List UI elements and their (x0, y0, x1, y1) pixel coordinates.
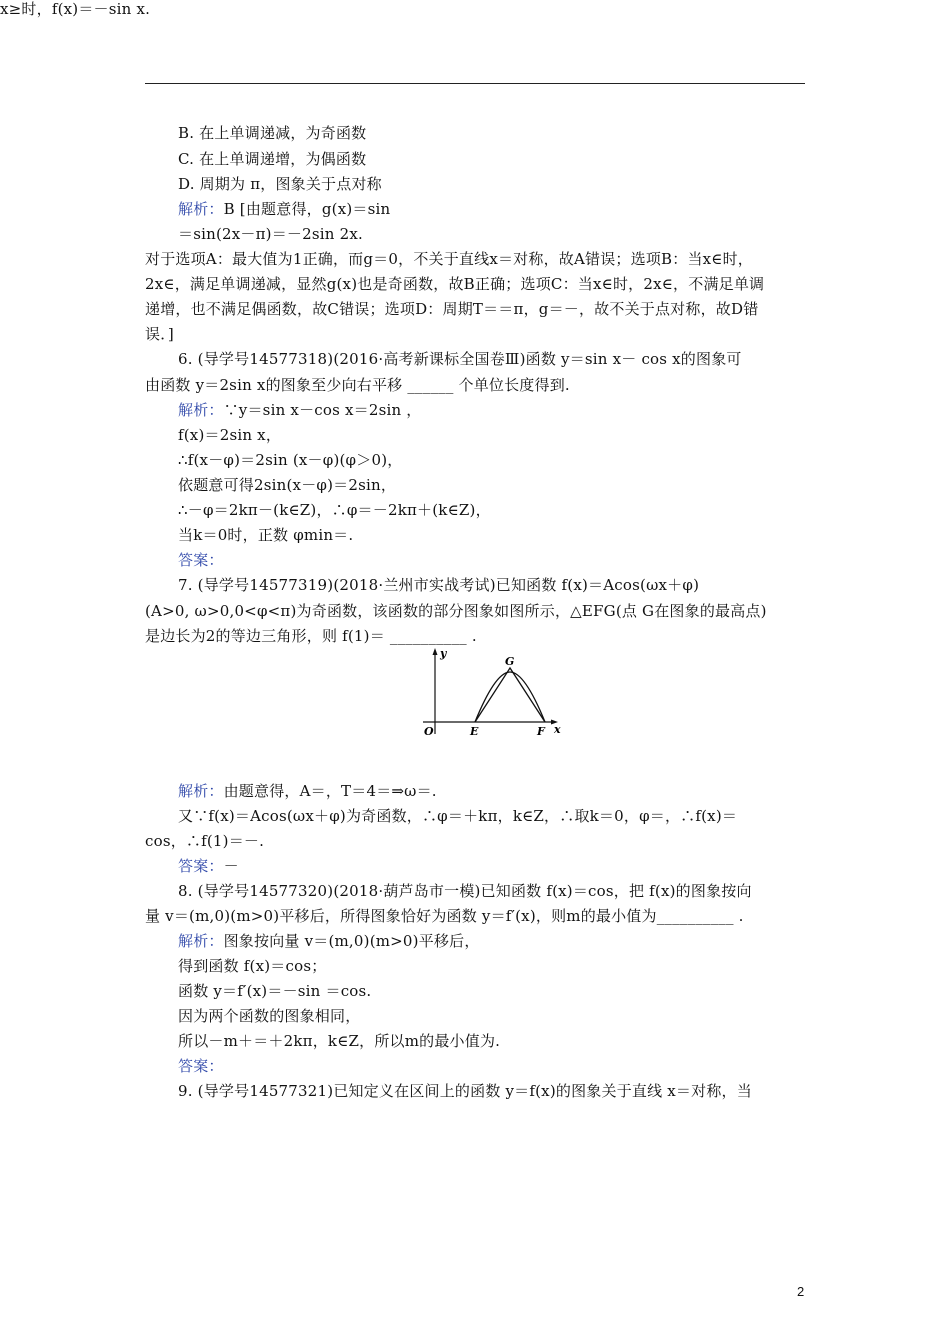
text-line (0, 0, 150, 18)
text-span: 对于选项A：最大值为1正确，而g＝0，不关于直线x＝对称，故A错误；选项B：当x∈时， (145, 250, 754, 268)
point-g-label: G (505, 655, 515, 668)
label-span: 解析： (178, 932, 224, 950)
text-span: 得到函数 f(x)＝cos； (178, 957, 327, 975)
header-rule (145, 83, 805, 84)
text-line (178, 882, 752, 900)
text-span: 依题意可得2sin(x－φ)＝2sin， (178, 476, 397, 494)
label-span: 解析： (178, 401, 224, 419)
text-line (178, 807, 737, 825)
text-line (178, 1007, 360, 1025)
y-label: y (440, 647, 447, 660)
y-axis-arrow (433, 648, 438, 655)
text-line (178, 526, 353, 544)
page-number: 2 (797, 1284, 805, 1299)
text-line (145, 627, 477, 645)
text-line (145, 300, 758, 318)
text-span: D. 周期为 π，图象关于点对称 (178, 175, 382, 193)
text-span: ∴－φ＝2kπ－(k∈Z)，∴φ＝－2kπ＋(k∈Z)， (178, 501, 491, 519)
text-line (178, 982, 371, 1000)
text-line (178, 150, 366, 168)
text-span: 是边长为2的等边三角形，则 f(1)＝ __________ . (145, 627, 477, 645)
text-line (145, 907, 744, 925)
text-span: ∴f(x－φ)＝2sin (x－φ)(φ＞0)， (178, 451, 403, 469)
text-line (178, 451, 402, 469)
text-line (178, 501, 491, 519)
text-span: 当k＝0时，正数 φmin＝. (178, 526, 354, 544)
text-span: 所以－m＋＝＋2kπ，k∈Z，所以m的最小值为. (178, 1032, 501, 1050)
text-span: 又∵f(x)＝Acos(ωx＋φ)为奇函数，∴φ＝＋kπ，k∈Z，∴取k＝0，φ＝，∴f(x)＝ (178, 807, 738, 825)
text-line (178, 782, 437, 800)
text-span: cos，∴f(1)＝－. (145, 832, 265, 850)
text-span: 由题意得，A＝，T＝4＝⇒ω＝. (223, 782, 437, 800)
text-span: B [由题意得，g(x)＝sin (223, 200, 391, 218)
text-line (178, 200, 390, 218)
text-line (178, 426, 281, 444)
text-span: 6. (导学号14577318)(2016·高考新课标全国卷Ⅲ)函数 y＝sin x－ cos x的图象可 (178, 350, 742, 368)
text-span: 9. (导学号14577321)已知定义在区间上的函数 y＝f(x)的图象关于直线 x＝对称，当 (178, 1082, 752, 1100)
text-span: 量 v＝(m,0)(m>0)平移后，所得图象恰好为函数 y＝f′(x)，则m的最小值为__________ . (145, 907, 744, 925)
text-line (178, 175, 382, 193)
triangle-efg (475, 668, 545, 722)
text-span: － (223, 857, 239, 875)
text-line (145, 832, 264, 850)
point-e-label: E (470, 725, 479, 738)
text-line (178, 401, 422, 419)
text-span: C. 在上单调递增，为偶函数 (178, 150, 367, 168)
label-span: 解析： (178, 782, 224, 800)
text-span: 递增，也不满足偶函数，故C错误；选项D：周期T＝＝π，g＝－，故不关于点对称，故D错 (145, 300, 759, 318)
text-line (178, 225, 363, 243)
text-span: 因为两个函数的图象相同， (178, 1007, 361, 1025)
text-line (178, 957, 326, 975)
text-span: 误．] (145, 325, 174, 343)
function-graph-figure (418, 646, 568, 738)
text-span: x≥时，f(x)＝－sin x. (0, 0, 151, 18)
text-line (178, 1082, 752, 1100)
text-line (178, 551, 224, 569)
x-label: x (554, 723, 561, 736)
text-line (145, 376, 570, 394)
text-line (178, 124, 366, 142)
text-span: B. 在上单调递减，为奇函数 (178, 124, 367, 142)
text-line (178, 857, 239, 875)
text-span: 由函数 y＝2sin x的图象至少向右平移 ______ 个单位长度得到. (145, 376, 570, 394)
text-span: ∵y＝sin x－cos x＝2sin ， (223, 401, 422, 419)
text-line (178, 932, 480, 950)
function-curve (475, 672, 545, 722)
label-span: 答案： (178, 1057, 224, 1075)
label-span: 答案： (178, 857, 224, 875)
text-line (145, 325, 174, 343)
origin-label: O (424, 725, 434, 738)
text-line (178, 576, 699, 594)
text-line (178, 1057, 224, 1075)
text-span: f(x)＝2sin x， (178, 426, 282, 444)
text-span: 函数 y＝f′(x)＝－sin ＝cos. (178, 982, 372, 1000)
text-line (178, 1032, 500, 1050)
text-span: 图象按向量 v＝(m,0)(m>0)平移后， (223, 932, 480, 950)
label-span: 解析： (178, 200, 224, 218)
label-span: 答案： (178, 551, 224, 569)
text-span: ＝sin(2x－π)＝－2sin 2x. (178, 225, 363, 243)
text-span: 8. (导学号14577320)(2018·葫芦岛市一模)已知函数 f(x)＝cos，把 f(x)的图象按向 (178, 882, 752, 900)
text-line (145, 275, 764, 293)
text-span: 7. (导学号14577319)(2018·兰州市实战考试)已知函数 f(x)＝Acos(ωx＋φ) (178, 576, 700, 594)
text-line (145, 250, 753, 268)
text-line (178, 350, 742, 368)
text-line (178, 476, 396, 494)
text-span: (A>0, ω>0,0<φ<π)为奇函数，该函数的部分图象如图所示，△EFG(点 G在图象的最高点) (145, 602, 767, 620)
text-span: 2x∈，满足单调递减，显然g(x)也是奇函数，故B正确；选项C：当x∈时，2x∈，不满足单调 (145, 275, 765, 293)
point-f-label: F (537, 725, 545, 738)
text-line (145, 602, 767, 620)
